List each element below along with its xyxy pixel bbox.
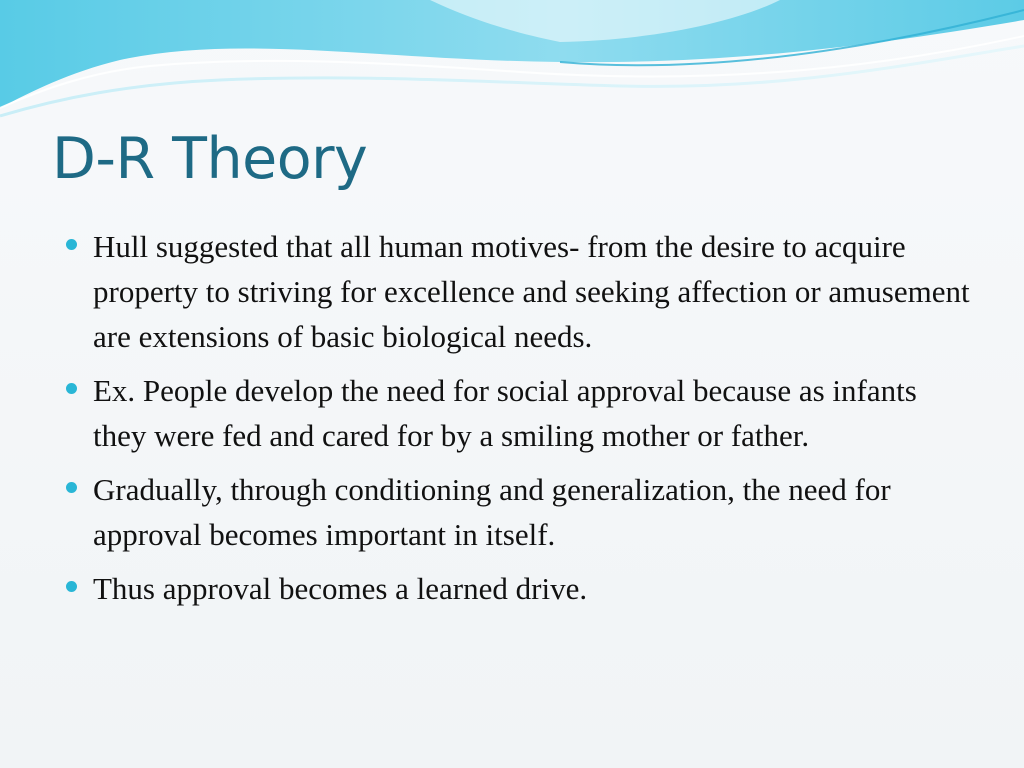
bullet-dot-icon	[66, 383, 77, 394]
bullet-text: Ex. People develop the need for social approval because as infants they were fed and cared for by a smiling mother or father.	[93, 373, 917, 453]
bullet-text: Hull suggested that all human motives- from the desire to acquire property to striving for excellence and seeking affection or amusement are extensions of basic biological needs.	[93, 229, 970, 354]
bullet-list	[66, 224, 971, 620]
bullet-item	[66, 368, 971, 458]
bullet-item	[66, 467, 971, 557]
bullet-item	[66, 224, 971, 359]
bullet-dot-icon	[66, 482, 77, 493]
bullet-item	[66, 566, 971, 611]
bullet-dot-icon	[66, 239, 77, 250]
header-wave-decoration	[0, 0, 1024, 140]
bullet-text: Thus approval becomes a learned drive.	[93, 571, 588, 606]
bullet-text: Gradually, through conditioning and generalization, the need for approval becomes important in itself.	[93, 472, 891, 552]
bullet-dot-icon	[66, 581, 77, 592]
slide-title: D-R Theory	[52, 126, 368, 192]
